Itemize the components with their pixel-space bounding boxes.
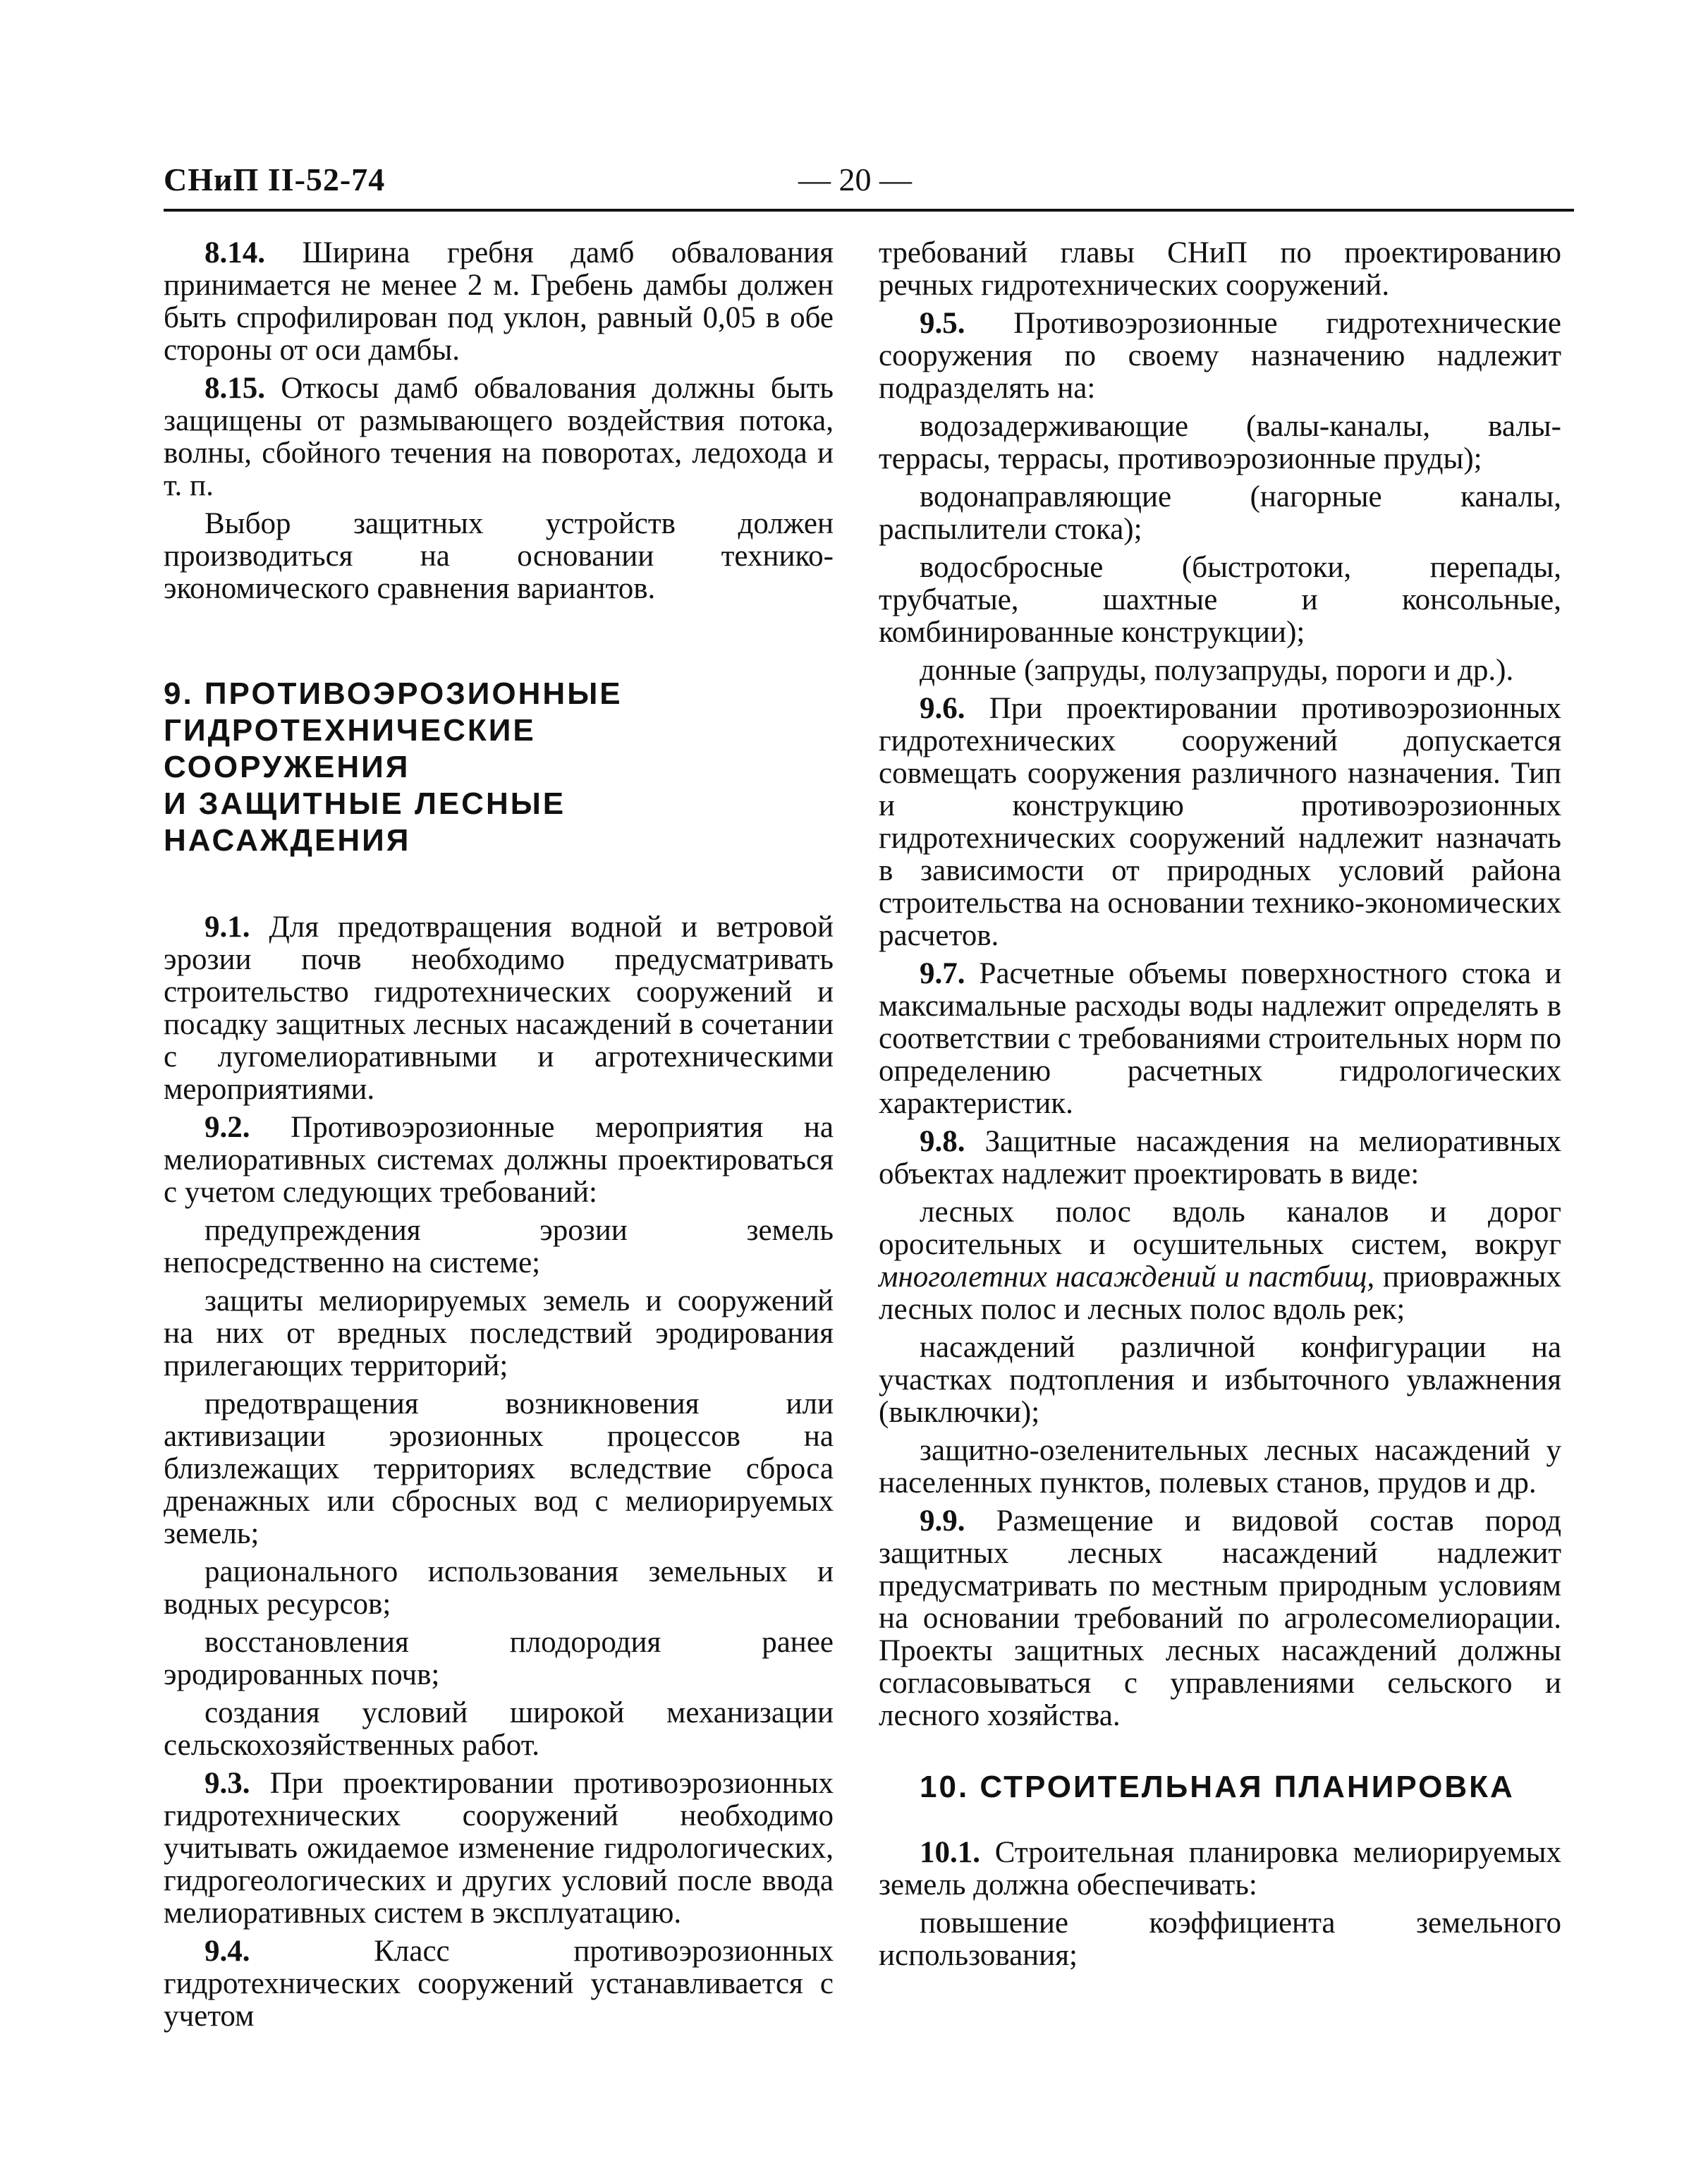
list-item: повышение коэффициента земельного использования;: [879, 1906, 1561, 1972]
paragraph-9-8: [879, 1126, 1561, 1191]
clause-text: Размещение и видовой состав пород защитных лесных насаждений надлежит предусматривать по местным природным условиям на основании требований по агролесомелиорации. Проекты защитных лесных насаждений должны согласовываться с управлениями сельского и лесного хозяйства.: [879, 1504, 1561, 1732]
clause-number: 9.1.: [205, 911, 250, 944]
document-code: СНиП II-52-74: [164, 162, 386, 197]
page-header: [164, 161, 1574, 210]
clause-text: Для предотвращения водной и ветровой эрозии почв необходимо предусматривать строительство гидротехнических сооружений и посадку защитных лесных насаждений в сочетании с лугомелиоративными и агротехническими мероприятиями.: [164, 911, 834, 1106]
paragraph-9-9: [879, 1505, 1561, 1732]
heading-line: СООРУЖЕНИЯ: [164, 750, 410, 784]
clause-text: Противоэрозионные мероприятия на мелиоративных системах должны проектироваться с учетом следующих требований:: [164, 1111, 834, 1209]
paragraph-9-2: [164, 1112, 834, 1209]
header-rule: [164, 209, 1574, 212]
paragraph-9-5: [879, 308, 1561, 405]
clause-text: Противоэрозионные гидротехнические сооружения по своему назначению надлежит подразделять на:: [879, 307, 1561, 405]
clause-text: Откосы дамб обвалования должны быть защищены от размывающего воздействия потока, волны, сбойного течения на поворотах, ледохода и т. п.: [164, 372, 834, 502]
list-item: предотвращения возникновения или активизации эрозионных процессов на близлежащих территориях вследствие сброса дренажных или сбросных вод с мелиорируемых земель;: [164, 1387, 834, 1550]
clause-text: Класс противоэрозионных гидротехнических сооружений устанавливается с учетом: [164, 1935, 834, 2033]
list-item: [879, 1196, 1561, 1326]
list-item: создания условий широкой механизации сельскохозяйственных работ.: [164, 1696, 834, 1762]
item-text: лесных полос вдоль каналов и дорог оросительных и осушительных систем, вокруг: [879, 1195, 1561, 1261]
paragraph-continuation: требований главы СНиП по проектированию речных гидротехнических сооружений.: [879, 236, 1561, 302]
clause-number: 8.15.: [205, 372, 265, 405]
heading-line: НАСАЖДЕНИЯ: [164, 823, 411, 858]
list-item: водозадерживающие (валы-каналы, валы-террасы, террасы, противоэрозионные пруды);: [879, 410, 1561, 475]
paragraph-9-1: [164, 911, 834, 1106]
item-text: приовражных лесных полос и лесных полос вдоль рек;: [879, 1260, 1561, 1326]
list-item: насаждений различной конфигурации на участках подтопления и избыточного увлажнения (выключки);: [879, 1331, 1561, 1429]
paragraph-9-7: [879, 958, 1561, 1120]
paragraph-8-14: [164, 237, 834, 367]
section-10-heading: 10. СТРОИТЕЛЬНАЯ ПЛАНИРОВКА: [920, 1770, 1515, 1804]
clause-number: 9.9.: [920, 1504, 965, 1538]
heading-line: И ЗАЩИТНЫЕ ЛЕСНЫЕ: [164, 786, 566, 821]
paragraph-10-1: [879, 1837, 1561, 1902]
paragraph-8-15: [164, 372, 834, 502]
left-column: [164, 237, 834, 2038]
paragraph-9-6: [879, 693, 1561, 952]
clause-number: 8.14.: [205, 236, 265, 269]
list-item: донные (запруды, полузапруды, пороги и др.).: [920, 654, 1514, 687]
heading-line: 9. ПРОТИВОЭРОЗИОННЫЕ: [164, 676, 623, 711]
list-item: предупреждения эрозии земель непосредственно на системе;: [164, 1214, 834, 1279]
paragraph-9-3: [164, 1768, 834, 1930]
page-number: — 20 —: [798, 162, 912, 197]
list-item: восстановления плодородия ранее эродированных почв;: [164, 1626, 834, 1691]
item-italic-text: многолетних насаждений и пастбищ,: [879, 1260, 1375, 1294]
right-column: [879, 237, 1561, 1978]
clause-number: 9.8.: [920, 1125, 965, 1158]
paragraph-9-4: [164, 1935, 834, 2033]
heading-line: ГИДРОТЕХНИЧЕСКИЕ: [164, 713, 536, 748]
clause-text: Строительная планировка мелиорируемых земель должна обеспечивать:: [879, 1836, 1561, 1902]
list-item: рационального использования земельных и водных ресурсов;: [164, 1555, 834, 1621]
paragraph-choice: Выбор защитных устройств должен производиться на основании технико-экономического сравнения вариантов.: [164, 507, 834, 605]
clause-number: 9.3.: [205, 1767, 250, 1800]
clause-text: Расчетные объемы поверхностного стока и максимальные расходы воды надлежит определять в соответствии с требованиями строительных норм по определению расчетных гидрологических характеристик.: [879, 957, 1561, 1120]
clause-number: 10.1.: [920, 1836, 980, 1869]
clause-number: 9.2.: [205, 1111, 250, 1144]
clause-text: При проектировании противоэрозионных гидротехнических сооружений необходимо учитывать ожидаемое изменение гидрологических, гидрогеологических и других условий после ввода мелиоративных систем в эксплуатацию.: [164, 1767, 834, 1930]
list-item: защитно-озеленительных лесных насаждений у населенных пунктов, полевых станов, прудов и др.: [879, 1434, 1561, 1499]
list-item: водонаправляющие (нагорные каналы, распылители стока);: [879, 480, 1561, 546]
clause-text: Ширина гребня дамб обвалования принимается не менее 2 м. Гребень дамбы должен быть спрофилирован под уклон, равный 0,05 в обе стороны от оси дамбы.: [164, 236, 834, 367]
clause-number: 9.4.: [205, 1935, 250, 1968]
clause-number: 9.5.: [920, 307, 965, 340]
clause-text: Защитные насаждения на мелиоративных объектах надлежит проектировать в виде:: [879, 1125, 1561, 1191]
clause-text: При проектировании противоэрозионных гидротехнических сооружений допускается совмещать сооружения различного назначения. Тип и конструкцию противоэрозионных гидротехнических сооружений надлежит назначать в зависимости от природных условий района строительства на основании технико-экономических расчетов.: [879, 692, 1561, 952]
spacer: [164, 859, 834, 911]
list-item: защиты мелиорируемых земель и сооружений на них от вредных последствий эродирования прилегающих территорий;: [164, 1284, 834, 1382]
clause-number: 9.7.: [920, 957, 965, 990]
list-item: водосбросные (быстротоки, перепады, трубчатые, шахтные и консольные, комбинированные конструкции);: [879, 551, 1561, 649]
clause-number: 9.6.: [920, 692, 965, 725]
section-9-heading: [164, 676, 834, 859]
